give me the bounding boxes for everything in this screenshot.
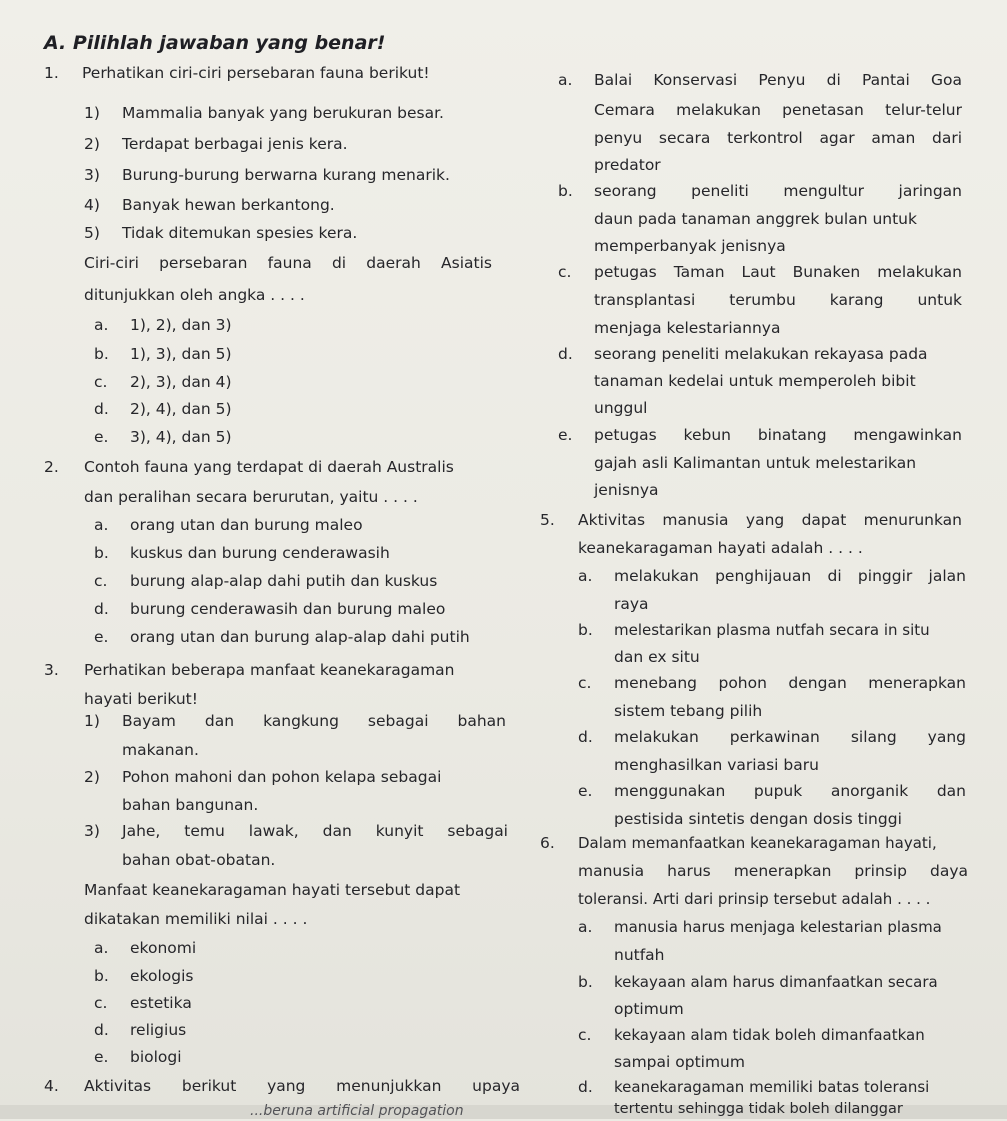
q5-option-key: b. [578,621,593,639]
q3-item-line: bahan bangunan. [122,796,259,814]
q3-stem-line: hayati berikut! [84,690,198,708]
q3-item-line: bahan obat-obatan. [122,851,276,869]
q4-option-line: predator [594,156,661,174]
q1-option-text: 1), 3), dan 5) [130,345,232,363]
q6-option-key: a. [578,918,593,936]
q1-item-num: 5) [84,224,100,242]
q4-option-line: penyu secara terkontrol agar aman dari [594,129,962,147]
q5-option-line: melakukan perkawinan silang yang [614,728,966,746]
q3-item-num: 1) [84,712,100,730]
q3-item-line: makanan. [122,741,199,759]
q1-stem: Perhatikan ciri-ciri persebaran fauna berikut! [82,64,430,82]
q5-stem-line: keanekaragaman hayati adalah . . . . [578,539,863,557]
q1-item-text: Banyak hewan berkantong. [122,196,335,214]
q5-option-key: c. [578,674,592,692]
q3-item-num: 2) [84,768,100,786]
q2-option-key: c. [94,572,108,590]
q6-number: 6. [540,834,555,852]
q5-stem-line: Aktivitas manusia yang dapat menurunkan [578,511,962,529]
q4-option-line: Cemara melakukan penetasan telur-telur [594,101,962,119]
page-bottom-shadow [0,1105,1007,1119]
q1-option-key: e. [94,428,109,446]
q6-option-key: c. [578,1026,592,1044]
q4-option-line: transplantasi terumbu karang untuk [594,291,962,309]
q6-option-key: b. [578,973,593,991]
q2-option-key: a. [94,516,109,534]
q6-option-line: tertentu sehingga tidak boleh dilanggar [614,1101,903,1117]
q1-item-text: Tidak ditemukan spesies kera. [122,224,358,242]
q5-option-key: e. [578,782,593,800]
q4-option-line: jenisnya [594,481,659,499]
q5-option-key: a. [578,567,593,585]
q4-option-key: a. [558,71,573,89]
q4-option-line: daun pada tanaman anggrek bulan untuk [594,210,917,228]
q3-item-line: Jahe, temu lawak, dan kunyit sebagai [122,822,508,840]
q1-option-key: c. [94,373,108,391]
q5-option-line: menggunakan pupuk anorganik dan [614,782,966,800]
q1-item-text: Terdapat berbagai jenis kera. [122,135,348,153]
q6-option-line: kekayaan alam harus dimanfaatkan secara [614,973,938,991]
q4-option-line: seorang peneliti mengultur jaringan [594,182,962,200]
q4-option-line: seorang peneliti melakukan rekayasa pada [594,345,928,363]
q4-option-line: memperbanyak jenisnya [594,237,786,255]
q2-stem-line: dan peralihan secara berurutan, yaitu . . . . [84,488,418,506]
q4-stem-line: Aktivitas berikut yang menunjukkan upaya [84,1077,520,1095]
q2-option-key: d. [94,600,109,618]
q3-question-line: dikatakan memiliki nilai . . . . [84,910,308,928]
q6-stem-line: Dalam memanfaatkan keanekaragaman hayati, [578,834,937,852]
q5-option-line: melakukan penghijauan di pinggir jalan [614,567,966,585]
q2-option-text: orang utan dan burung alap-alap dahi putih [130,628,470,646]
q2-number: 2. [44,458,59,476]
section-title: A. Pilihlah jawaban yang benar! [44,32,386,54]
q4-option-key: c. [558,263,572,281]
q6-option-line: kekayaan alam tidak boleh dimanfaatkan [614,1026,925,1044]
q5-option-line: menghasilkan variasi baru [614,756,819,774]
q2-option-key: e. [94,628,109,646]
q5-option-line: sistem tebang pilih [614,702,763,720]
q1-option-text: 2), 3), dan 4) [130,373,232,391]
q4-number: 4. [44,1077,59,1095]
q2-option-text: orang utan dan burung maleo [130,516,363,534]
q4-option-line: tanaman kedelai untuk memperoleh bibit [594,372,916,390]
q3-stem-line: Perhatikan beberapa manfaat keanekaragaman [84,661,455,679]
q3-question-line: Manfaat keanekaragaman hayati tersebut dapat [84,881,461,899]
q1-option-text: 3), 4), dan 5) [130,428,232,446]
q5-option-line: raya [614,595,649,613]
q5-option-line: dan ex situ [614,648,700,666]
q1-item-num: 4) [84,196,100,214]
q3-option-text: religius [130,1021,187,1039]
q1-number: 1. [44,64,59,82]
q5-option-line: pestisida sintetis dengan dosis tinggi [614,810,902,828]
q6-stem-line: manusia harus menerapkan prinsip daya [578,862,968,880]
q6-option-line: sampai optimum [614,1053,745,1071]
q4-option-key: e. [558,426,573,444]
q1-item-text: Burung-burung berwarna kurang menarik. [122,166,450,184]
q2-stem-line: Contoh fauna yang terdapat di daerah Australis [84,458,454,476]
q1-option-key: b. [94,345,109,363]
q3-option-key: d. [94,1021,109,1039]
q4-option-line: menjaga kelestariannya [594,319,781,337]
q6-stem-line: toleransi. Arti dari prinsip tersebut adalah . . . . [578,890,931,908]
q5-option-line: menebang pohon dengan menerapkan [614,674,966,692]
q3-option-key: a. [94,939,109,957]
q3-item-line: Bayam dan kangkung sebagai bahan [122,712,506,730]
q4-option-line: unggul [594,399,648,417]
q1-option-text: 1), 2), dan 3) [130,316,232,334]
q2-option-text: burung cenderawasih dan burung maleo [130,600,446,618]
q3-number: 3. [44,661,59,679]
q6-option-key: d. [578,1078,593,1096]
q6-option-line: optimum [614,1000,684,1018]
q3-option-text: biologi [130,1048,182,1066]
q3-option-key: c. [94,994,108,1012]
q4-option-key: d. [558,345,573,363]
q1-option-key: a. [94,316,109,334]
q2-option-text: burung alap-alap dahi putih dan kuskus [130,572,438,590]
q4-option-line: Balai Konservasi Penyu di Pantai Goa [594,71,962,89]
q4-option-key: b. [558,182,573,200]
q1-item-num: 2) [84,135,100,153]
q4-stem-partial: ...beruna artificial propagation [250,1103,464,1119]
q1-question-line: ditunjukkan oleh angka . . . . [84,286,305,304]
q1-question-line: Ciri-ciri persebaran fauna di daerah Asiatis [84,254,492,272]
q5-option-key: d. [578,728,593,746]
q3-option-key: b. [94,967,109,985]
q5-number: 5. [540,511,555,529]
q1-item-text: Mammalia banyak yang berukuran besar. [122,104,444,122]
q2-option-key: b. [94,544,109,562]
q3-option-key: e. [94,1048,109,1066]
q3-option-text: ekologis [130,967,194,985]
q1-option-text: 2), 4), dan 5) [130,400,232,418]
q5-option-line: melestarikan plasma nutfah secara in situ [614,621,930,639]
q6-option-line: keanekaragaman memiliki batas toleransi [614,1078,930,1096]
q6-option-line: nutfah [614,946,665,964]
q1-option-key: d. [94,400,109,418]
q1-item-num: 1) [84,104,100,122]
q4-option-line: gajah asli Kalimantan untuk melestarikan [594,454,917,472]
q3-item-num: 3) [84,822,100,840]
q4-option-line: petugas kebun binatang mengawinkan [594,426,962,444]
q3-item-line: Pohon mahoni dan pohon kelapa sebagai [122,768,442,786]
q3-option-text: ekonomi [130,939,197,957]
q3-option-text: estetika [130,994,192,1012]
q2-option-text: kuskus dan burung cenderawasih [130,544,390,562]
q1-item-num: 3) [84,166,100,184]
q6-option-line: manusia harus menjaga kelestarian plasma [614,918,942,936]
q4-option-line: petugas Taman Laut Bunaken melakukan [594,263,962,281]
